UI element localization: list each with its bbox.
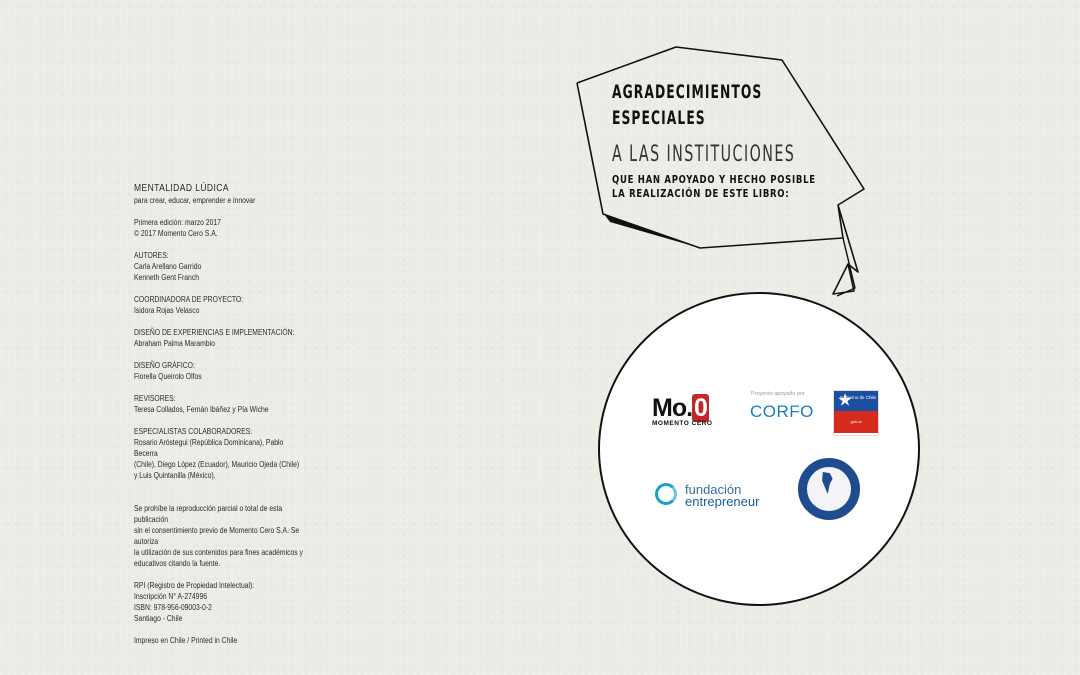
author-name: Carla Arellano Garrido xyxy=(134,262,202,271)
momento-logo-zero: 0 xyxy=(694,394,707,422)
reviewers-heading: REVISORES: xyxy=(134,394,176,403)
rights-line: la utilización de sus contenidos para fines académicos y xyxy=(134,548,303,557)
printed-text: Impreso en Chile / Printed in Chile xyxy=(134,636,238,645)
experience-design-name: Abraham Palma Marambio xyxy=(134,339,215,348)
city-text: Santiago - Chile xyxy=(134,614,183,623)
specialists-heading: ESPECIALISTAS COLABORADORES: xyxy=(134,427,253,436)
institution-seal-logo xyxy=(798,458,860,520)
book-subtitle: para crear, educar, emprender e innovar xyxy=(134,196,256,205)
reviewers-names: Teresa Collados, Fernán Ibáñez y Pía Wiche xyxy=(134,405,269,414)
specialists-line: Rosario Aróstegui (República Dominicana), Pablo Becerra xyxy=(134,438,284,458)
momento-cero-logo xyxy=(652,394,712,427)
logos-circle xyxy=(598,292,920,606)
edition-text: Primera edición: marzo 2017 xyxy=(134,218,221,227)
specialists-line: (Chile), Diego López (Ecuador), Mauricio Ojeda (Chile) xyxy=(134,460,300,469)
gob-label: Gobierno de Chile xyxy=(839,395,876,400)
experience-design-heading: DISEÑO DE EXPERIENCIAS E IMPLEMENTACIÓN: xyxy=(134,328,295,337)
rights-line: Se prohíbe la reproducción parcial o total de esta publicación xyxy=(134,504,283,524)
corfo-logo: CORFO xyxy=(750,402,814,421)
gob-bottom: gob.cl xyxy=(834,411,878,433)
bubble-title-line1: AGRADECIMIENTOS xyxy=(612,81,763,103)
corfo-note: Proyecto apoyado por xyxy=(751,391,805,397)
copyright-text: © 2017 Momento Cero S.A. xyxy=(134,229,218,238)
inscription-text: Inscripción N° A-274996 xyxy=(134,592,208,601)
author-name: Kenneth Gent Franch xyxy=(134,273,200,282)
gobierno-de-chile-logo xyxy=(833,390,879,436)
ring-icon xyxy=(655,483,677,505)
isbn-text: ISBN: 978-956-09003-0-2 xyxy=(134,603,212,612)
rpi-text: RPI (Registro de Propiedad Intelectual): xyxy=(134,581,255,590)
bubble-subtitle: A LAS INSTITUCIONES xyxy=(612,142,796,167)
fund-line2: entrepreneur xyxy=(685,494,760,509)
book-title: MENTALIDAD LÚDICA xyxy=(134,183,229,194)
bubble-text-line: LA REALIZACIÓN DE ESTE LIBRO: xyxy=(612,188,790,200)
graphic-design-heading: DISEÑO GRÁFICO: xyxy=(134,361,195,370)
fund-line1: fundación xyxy=(685,482,742,497)
coordinator-name: Isidora Rojas Velasco xyxy=(134,306,200,315)
momento-logo-name: MOMENTO CERO xyxy=(652,420,713,427)
bubble-text-line: QUE HAN APOYADO Y HECHO POSIBLE xyxy=(612,174,816,186)
authors-heading: AUTORES: xyxy=(134,251,169,260)
bubble-title-line2: ESPECIALES xyxy=(612,107,706,129)
graphic-design-name: Fiorella Queirolo Olfos xyxy=(134,372,202,381)
bubble-text-block xyxy=(612,173,816,201)
coordinator-heading: COORDINADORA DE PROYECTO: xyxy=(134,295,244,304)
rights-line: educativos citando la fuente. xyxy=(134,559,221,568)
momento-logo-mark: Mo. xyxy=(652,394,693,422)
rights-line: sin el consentimiento previo de Momento Cero S.A. Se autoriza xyxy=(134,526,300,546)
specialists-line: y Luis Quintanilla (México). xyxy=(134,471,216,480)
